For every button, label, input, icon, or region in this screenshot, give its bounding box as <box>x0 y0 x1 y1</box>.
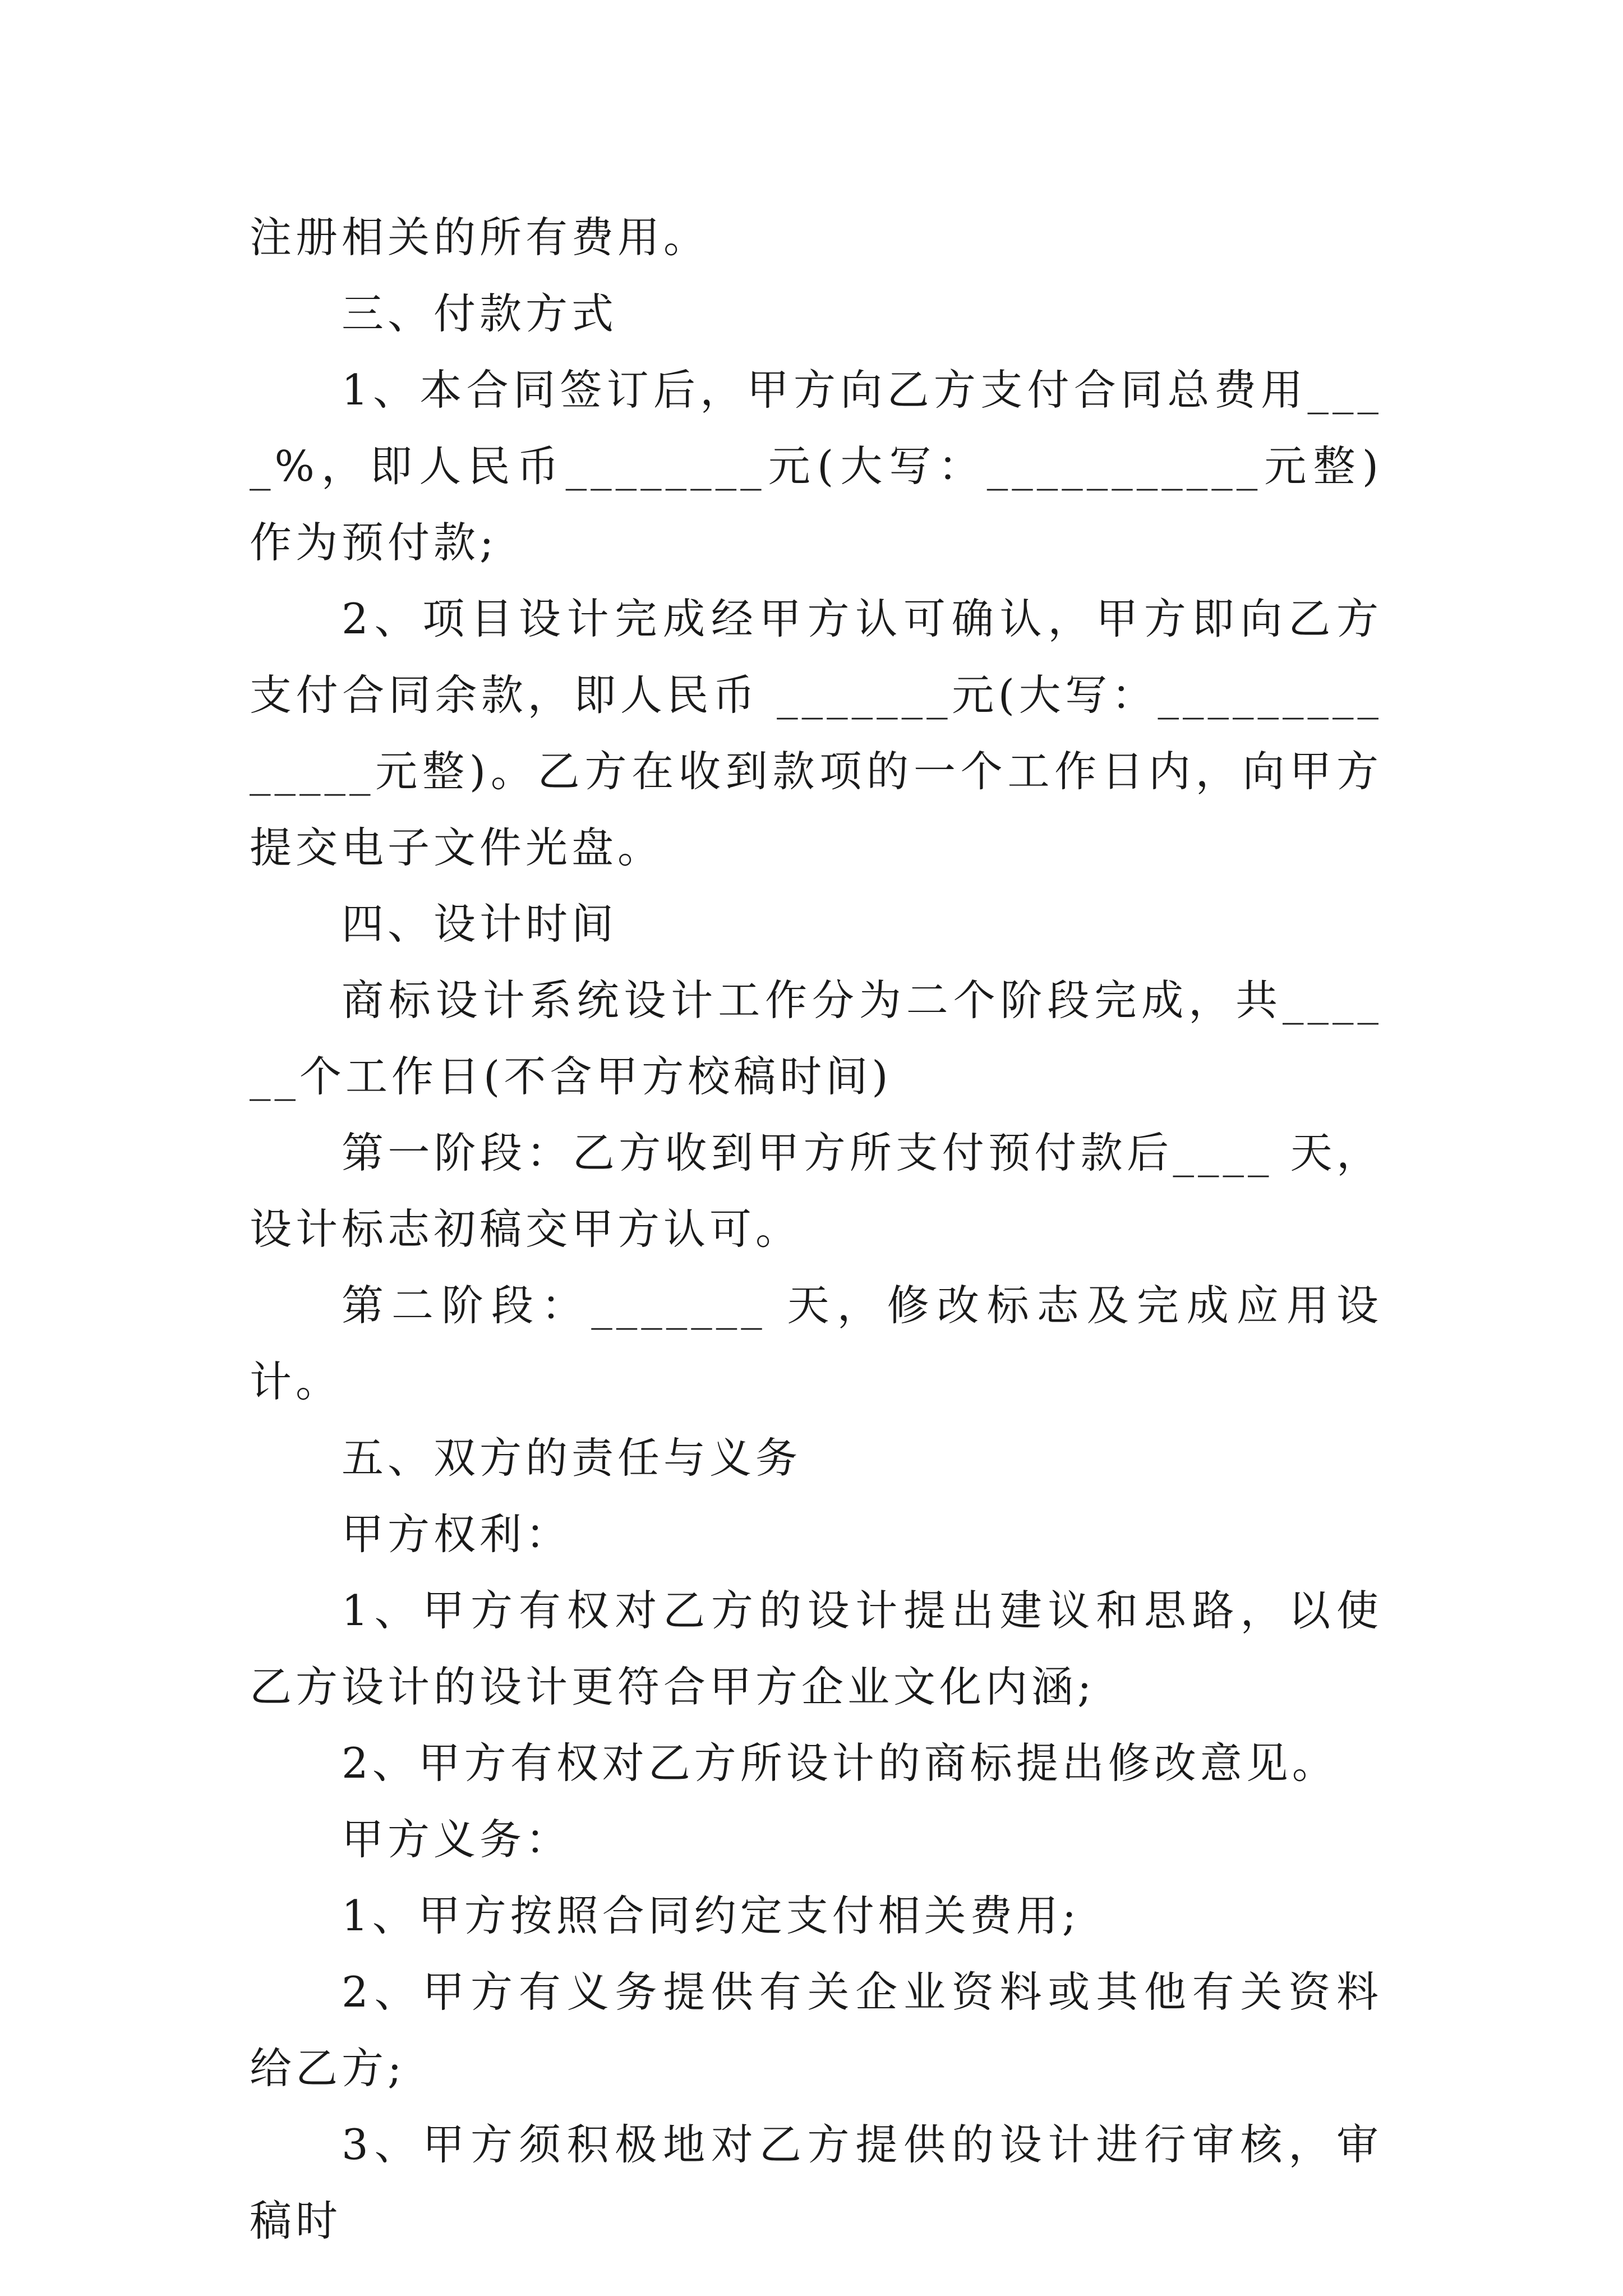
paragraph-balance-payment: 2、项目设计完成经甲方认可确认，甲方即向乙方支付合同余款，即人民币 _______元(大写：______________元整)。乙方在收到款项的一个工作日内，向甲方提交电子文件光盘。 <box>250 594 1382 872</box>
paragraph-fee-continuation: 注册相关的所有费用。 <box>250 213 710 262</box>
paragraph-right-one: 1、甲方有权对乙方的设计提出建议和思路，以使乙方设计的设计更符合甲方企业文化内涵; <box>250 1586 1382 1711</box>
paragraph-right-two: 2、甲方有权对乙方所设计的商标提出修改意见。 <box>342 1738 1338 1788</box>
subheading-party-a-obligations: 甲方义务： <box>342 1815 572 1864</box>
paragraph-design-stages: 商标设计系统设计工作分为二个阶段完成，共______个工作日(不含甲方校稿时间) <box>250 976 1382 1101</box>
paragraph-stage-two: 第二阶段：_______ 天，修改标志及完成应用设计。 <box>250 1281 1382 1406</box>
paragraph-obligation-one: 1、甲方按照合同约定支付相关费用; <box>342 1891 1080 1940</box>
document-body <box>250 199 1382 2259</box>
section-heading-design-time: 四、设计时间 <box>342 899 618 949</box>
subheading-party-a-rights: 甲方权利： <box>342 1510 572 1559</box>
paragraph-stage-one: 第一阶段：乙方收到甲方所支付预付款后____ 天，设计标志初稿交甲方认可。 <box>250 1128 1382 1254</box>
paragraph-obligation-two: 2、甲方有义务提供有关企业资料或其他有关资料给乙方; <box>250 1967 1382 2093</box>
paragraph-obligation-three: 3、甲方须积极地对乙方提供的设计进行审核，审稿时 <box>250 2120 1382 2246</box>
section-heading-payment: 三、付款方式 <box>342 289 618 338</box>
section-heading-responsibilities: 五、双方的责任与义务 <box>342 1433 802 1483</box>
paragraph-prepayment: 1、本合同签订后，甲方向乙方支付合同总费用____%，即人民币________元(大写：___________元整)作为预付款; <box>250 365 1382 567</box>
